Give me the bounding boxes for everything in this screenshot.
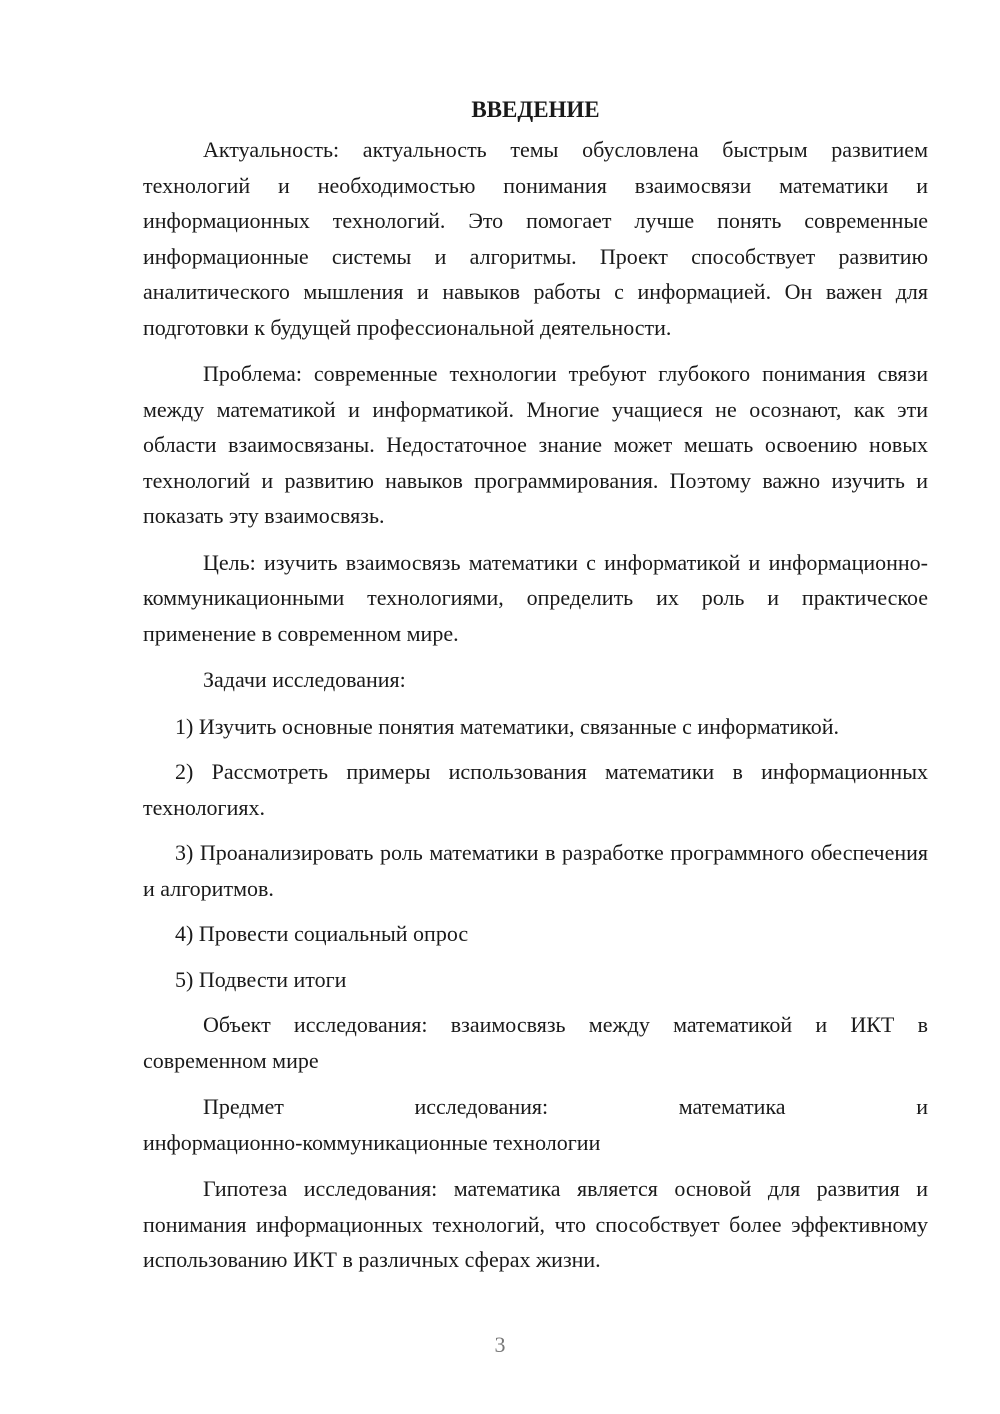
relevance-paragraph: Актуальность: актуальность темы обусловлена быстрым развитием технологий и необходимостью понимания взаимосвязи математики и информационных технологий. Это помогает лучше понять современные информационные системы и алгоритмы. Проект способствует развитию аналитического мышления и навыков работы с информацией. Он важен для подготовки к будущей профессиональной деятельности. [143,137,928,340]
task-item-1: 1) Изучить основные понятия математики, связанные с информатикой. [175,713,840,739]
page-number: 3 [494,1332,506,1357]
subject-line-2: информационно-коммуникационные технологии [143,1129,601,1155]
problem-paragraph: Проблема: современные технологии требуют глубокого понимания связи между математикой и информатикой. Многие учащиеся не осознают, как эти области взаимосвязаны. Недостаточное знание может мешать освоению новых технологий и развитию навыков программирования. Поэтому важно изучить и показать эту взаимосвязь. [143,361,928,528]
task-item-3: 3) Проанализировать роль математики в разработке программного обеспечения и алгоритмов. [143,840,928,901]
subject-paragraph [143,1089,928,1160]
document-page [143,92,928,1289]
tasks-heading: Задачи исследования: [203,667,406,692]
task-item-5: 5) Подвести итоги [175,966,347,992]
object-paragraph: Объект исследования: взаимосвязь между математикой и ИКТ в современном мире [143,1012,928,1073]
task-item-2: 2) Рассмотреть примеры использования математики в информационных технологиях. [143,759,928,820]
goal-paragraph: Цель: изучить взаимосвязь математики с информатикой и информационно-коммуникационными технологиями, определить их роль и практическое применение в современном мире. [143,549,928,646]
subject-line-1: Предмет исследования: математика и [203,1094,928,1119]
hypothesis-paragraph: Гипотеза исследования: математика является основой для развития и понимания информационных технологий, что способствует более эффективному использованию ИКТ в различных сферах жизни. [143,1176,928,1272]
page-title: ВВЕДЕНИЕ [471,97,600,122]
task-item-4: 4) Провести социальный опрос [175,921,469,946]
